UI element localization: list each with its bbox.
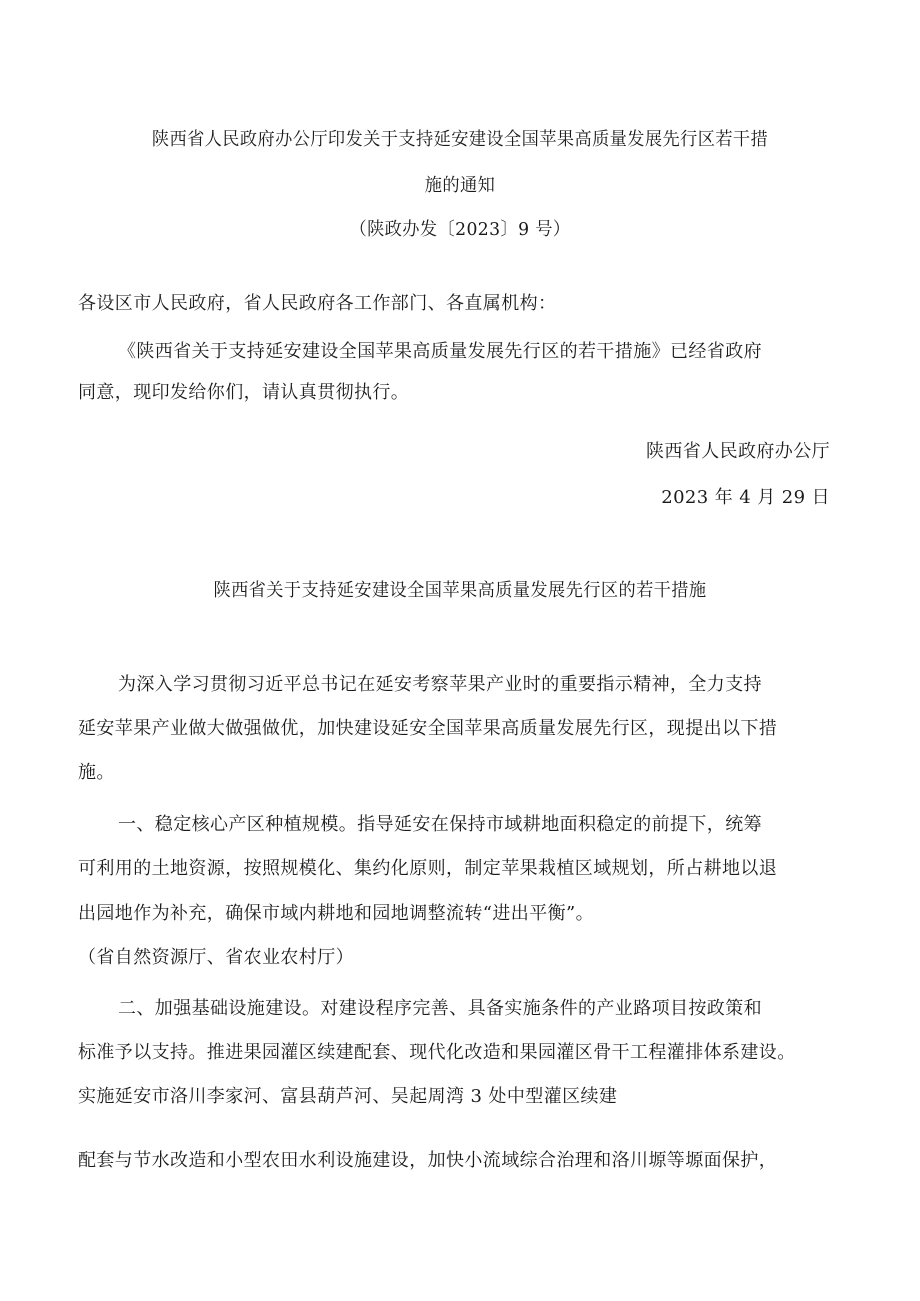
- intro-paragraph-line-2: 延安苹果产业做大做强做优，加快建设延安全国苹果高质量发展先行区，现提出以下措: [78, 718, 778, 739]
- salutation: 各设区市人民政府，省人民政府各工作部门、各直属机构：: [78, 293, 557, 314]
- measures-title: 陕西省关于支持延安建设全国苹果高质量发展先行区的若干措施: [213, 580, 707, 601]
- item2-line-1: 二、加强基础设施建设。对建设程序完善、具备实施条件的产业路项目按政策和: [118, 998, 762, 1019]
- item1-line-3: 出园地作为补充，确保市域内耕地和园地调整流转“进出平衡”。: [78, 903, 595, 924]
- item2-line-2: 标准予以支持。推进果园灌区续建配套、现代化改造和果园灌区骨干工程灌排体系建设。: [78, 1042, 796, 1063]
- issuer-signature: 陕西省人民政府办公厅: [646, 441, 830, 462]
- item1-line-1: 一、稳定核心产区种植规模。指导延安在保持市域耕地面积稳定的前提下，统筹: [118, 814, 762, 835]
- notice-body-line-2: 同意，现印发给你们，请认真贯彻执行。: [78, 382, 410, 403]
- document-number: （陕政办发〔2023〕9 号）: [349, 219, 571, 240]
- item1-line-2: 可利用的土地资源，按照规模化、集约化原则，制定苹果栽植区域规划，所占耕地以退: [78, 858, 778, 879]
- document-title-line-2: 施的通知: [424, 175, 496, 196]
- document-title-line-1: 陕西省人民政府办公厅印发关于支持延安建设全国苹果高质量发展先行区若干措: [151, 129, 769, 150]
- issue-date: 2023 年 4 月 29 日: [661, 487, 830, 508]
- intro-paragraph-line-3: 施。: [78, 762, 115, 783]
- item1-responsible-departments: （省自然资源厅、省农业农村厅）: [78, 947, 354, 968]
- item2-line-4: 配套与节水改造和小型农田水利设施建设，加快小流域综合治理和洛川塬等塬面保护，: [78, 1150, 778, 1171]
- intro-paragraph-line-1: 为深入学习贯彻习近平总书记在延安考察苹果产业时的重要指示精神，全力支持: [118, 674, 762, 695]
- notice-body-line-1: 《陕西省关于支持延安建设全国苹果高质量发展先行区的若干措施》已经省政府: [118, 341, 762, 362]
- item2-line-3: 实施延安市洛川李家河、富县葫芦河、吴起周湾 3 处中型灌区续建: [78, 1086, 618, 1107]
